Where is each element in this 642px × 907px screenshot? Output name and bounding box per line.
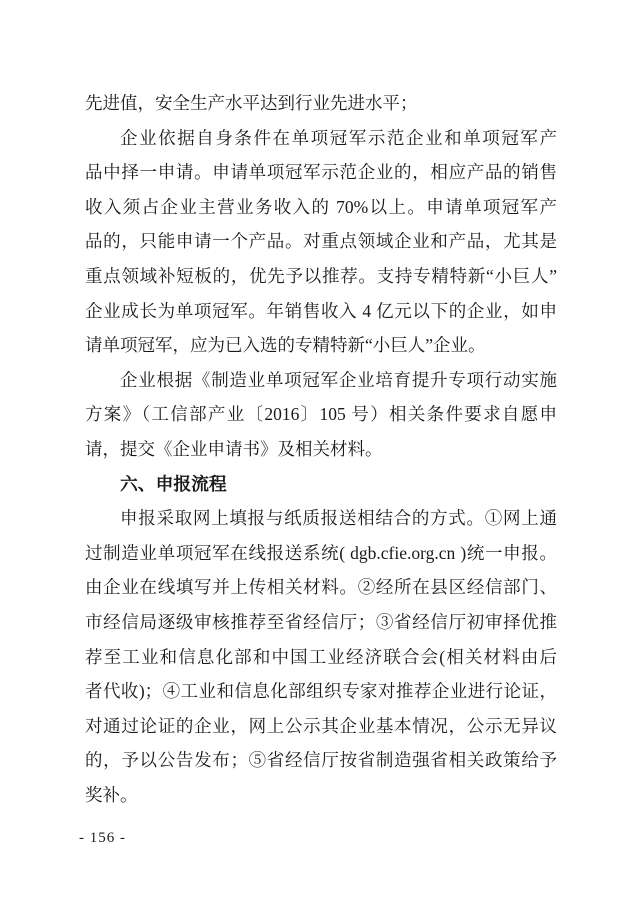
text-line: 市经信局逐级审核推荐至省经信厅；③省经信厅初审择优推 — [85, 611, 557, 632]
text-line: 先进值，安全生产水平达到行业先进水平； — [85, 93, 418, 113]
text-line: 重点领域补短板的，优先予以推荐。支持专精特新“小巨人” — [85, 265, 557, 286]
text-line: 品的，只能申请一个产品。对重点领域企业和产品，尤其是 — [85, 231, 557, 252]
text-line: 品中择一申请。申请单项冠军示范企业的，相应产品的销售 — [85, 162, 557, 183]
text-line: 申报采取网上填报与纸质报送相结合的方式。①网上通 — [120, 508, 557, 529]
section-heading: 六、申报流程 — [120, 473, 227, 494]
text-line: 请单项冠军，应为已入选的专精特新“小巨人”企业。 — [85, 335, 486, 356]
text-line: 企业依据自身条件在单项冠军示范企业和单项冠军产 — [120, 127, 557, 148]
text-line: 企业成长为单项冠军。年销售收入 4 亿元以下的企业，如申 — [85, 300, 557, 321]
text-line: 请，提交《企业申请书》及相关材料。 — [85, 438, 383, 459]
text-line: 对通过论证的企业，网上公示其企业基本情况，公示无异议 — [85, 715, 557, 736]
document-body — [85, 86, 557, 812]
text-line: 过制造业单项冠军在线报送系统( dgb.cfie.org.cn )统一申报。 — [85, 542, 557, 563]
text-line: 者代收)；④工业和信息化部组织专家对推荐企业进行论证， — [85, 681, 557, 702]
text-line: 的，予以公告发布；⑤省经信厅按省制造强省相关政策给予 — [85, 750, 557, 771]
text-line: 方案》（工信部产业〔2016〕105 号）相关条件要求自愿申 — [85, 404, 557, 425]
text-line: 收入须占企业主营业务收入的 70%以上。申请单项冠军产 — [85, 196, 557, 217]
page-number: - 156 - — [79, 830, 126, 846]
text-line: 奖补。 — [85, 784, 138, 805]
text-line: 企业根据《制造业单项冠军企业培育提升专项行动实施 — [120, 369, 557, 390]
text-line: 由企业在线填写并上传相关材料。②经所在县区经信部门、 — [85, 577, 557, 598]
text-line: 荐至工业和信息化部和中国工业经济联合会(相关材料由后 — [85, 646, 557, 667]
